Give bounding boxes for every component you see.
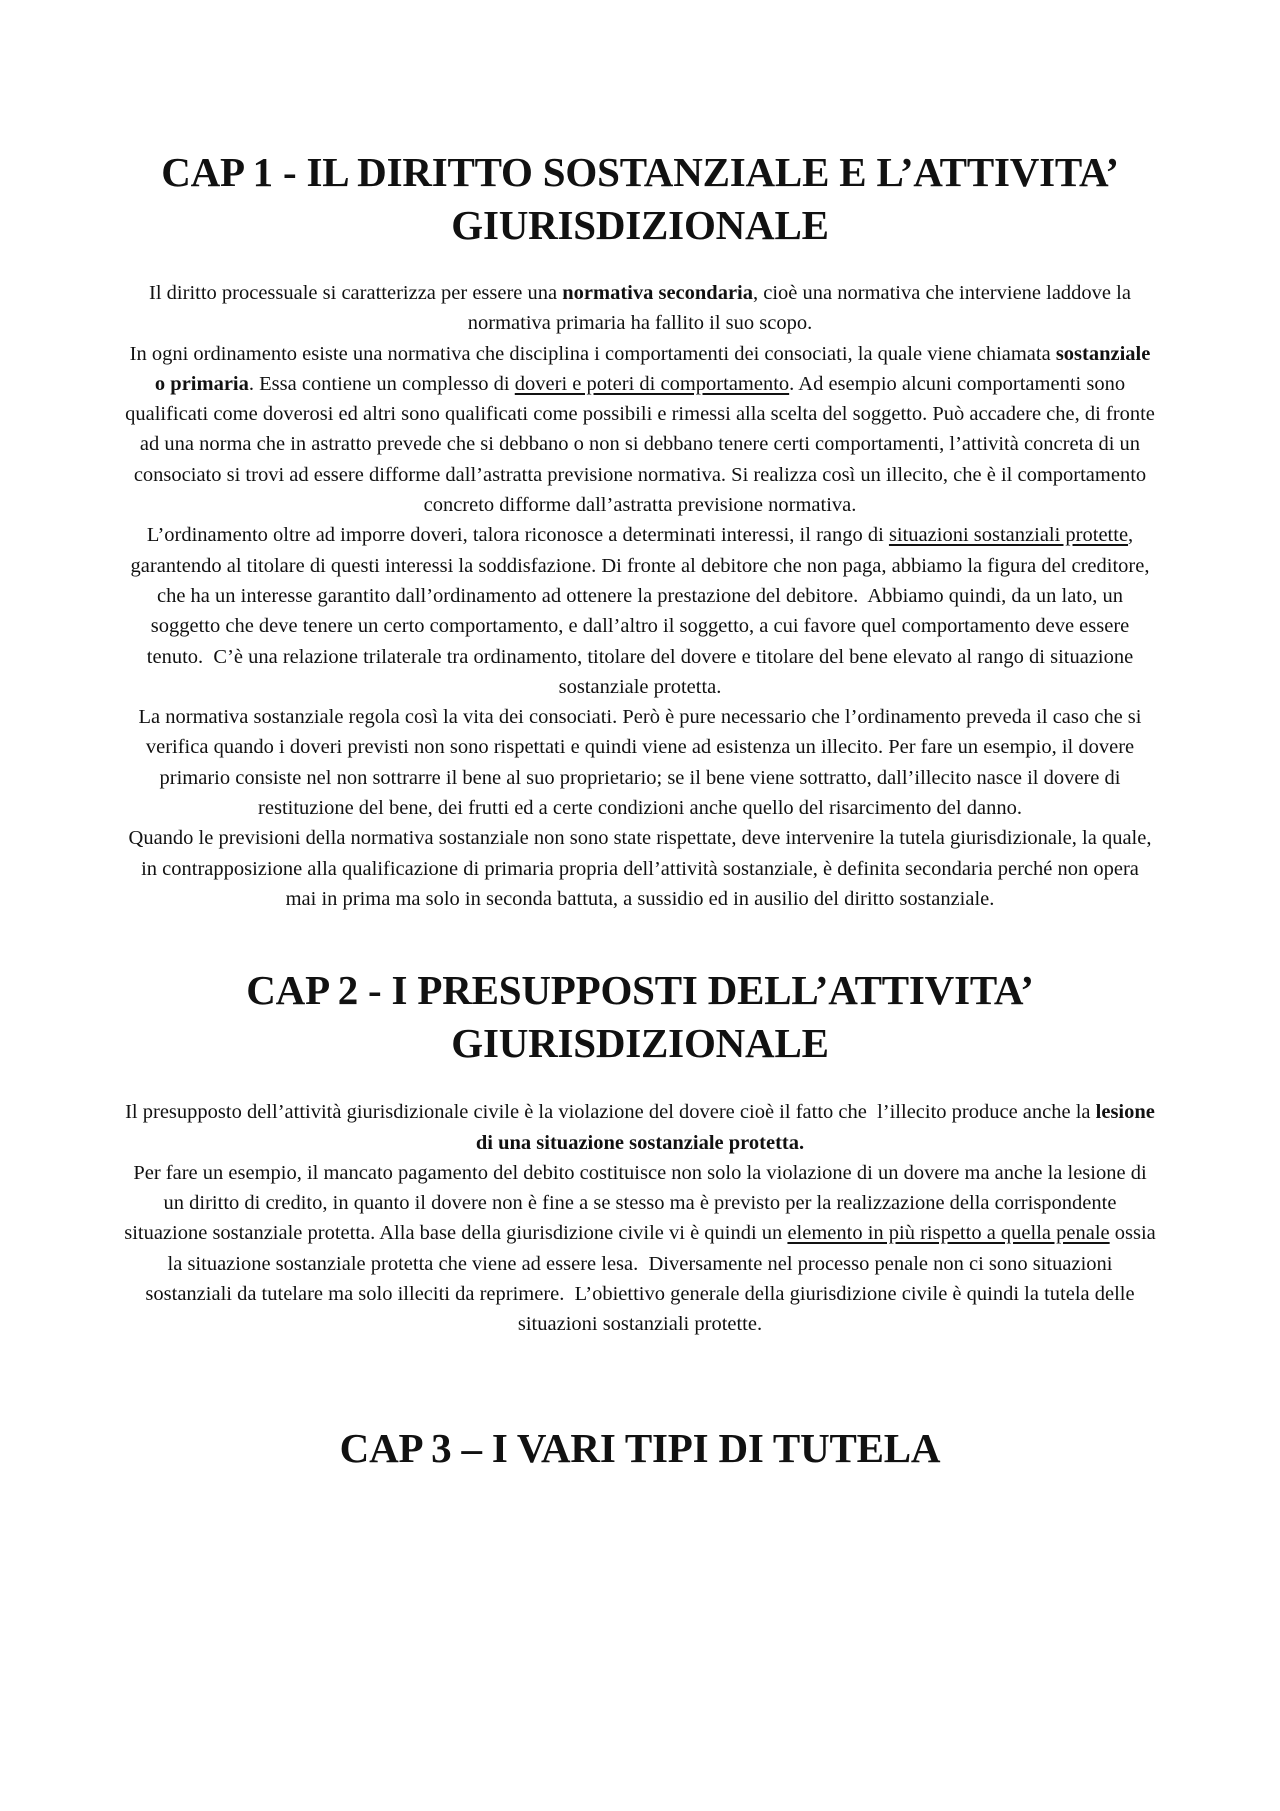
chapter-3-title xyxy=(124,1422,1156,1475)
chapter-1-title-line2: GIURISDIZIONALE xyxy=(451,202,829,248)
chapter-2-title xyxy=(124,964,1156,1070)
bold-text: sostanziale o primaria xyxy=(154,342,1151,395)
chapter-3 xyxy=(124,1422,1156,1475)
chapter-2-title-line1: CAP 2 - I PRESUPPOSTI DELL’ATTIVITA’ xyxy=(246,967,1034,1014)
chapter-1-title xyxy=(124,146,1156,252)
chapter-1-paragraph xyxy=(124,823,1156,914)
paragraph-text: . Ad esempio alcuni comportamenti sono qualificati come doverosi ed altri sono qualificati come possibili e rimessi alla scelta del soggetto. Può accadere che, di fronte ad una norma che in astratto prevede che si debbano o non si debbano tenere certi comportamenti, l’attività concreta di un consociato si trovi ad essere difforme dall’astratta previsione normativa. Si realizza così un illecito, che è il comportamento concreto difforme dall’astratta previsione normativa. xyxy=(125,372,1161,517)
paragraph-text: . Essa contiene un complesso di xyxy=(248,372,515,395)
chapter-2 xyxy=(124,964,1161,1339)
paragraph-text: Quando le previsioni della normativa sostanziale non sono state rispettate, deve intervenire la tutela giurisdizionale, la quale, in contrapposizione alla qualificazione di primaria propria dell’attività sostanziale, è definita secondaria perché non opera mai in prima ma solo in seconda battuta, a sussidio ed in ausilio del diritto sostanziale. xyxy=(128,827,1157,910)
paragraph-text: La normativa sostanziale regola così la vita dei consociati. Però è pure necessario che l’ordinamento preveda il caso che si verifica quando i doveri previsti non sono rispettati e quindi viene ad esistenza un illecito. Per fare un esempio, il dovere primario consiste nel non sottrarre il bene al suo proprietario; se il bene viene sottratto, dall’illecito nasce il dovere di restituzione del bene, dei frutti ed a certe condizioni anche quello del risarcimento del danno. xyxy=(138,706,1147,820)
bold-text: lesione di una situazione sostanziale protetta. xyxy=(475,1101,1155,1154)
paragraph-text: L’ordinamento oltre ad imporre doveri, talora riconosce a determinati interessi, il rango di xyxy=(146,524,889,547)
chapter-1-paragraph xyxy=(124,520,1156,702)
chapter-1-title-line1: CAP 1 - IL DIRITTO SOSTANZIALE E L’ATTIVITA’ xyxy=(161,149,1119,195)
paragraph-text: , cioè una normativa che interviene laddove la normativa primaria ha fallito il suo scopo. xyxy=(467,282,1137,335)
underlined-text: elemento in più rispetto a quella penale xyxy=(787,1222,1110,1245)
underlined-text: doveri e poteri di comportamento xyxy=(514,372,790,395)
chapter-1-paragraph xyxy=(124,702,1156,823)
bold-text: normativa secondaria xyxy=(562,282,753,304)
paragraph-text: Il presupposto dell’attività giurisdizionale civile è la violazione del dovere cioè il fatto che l’illecito produce anche la xyxy=(125,1101,1096,1124)
chapter-1-paragraph xyxy=(124,339,1161,521)
chapter-2-paragraph xyxy=(124,1097,1156,1158)
chapter-1-body xyxy=(124,278,1161,914)
underlined-text: situazioni sostanziali protette xyxy=(888,524,1129,547)
paragraph-text: ossia la situazione sostanziale protetta che viene ad essere lesa. Diversamente nel processo penale non ci sono situazioni sostanziali da tutelare ma solo illeciti da reprimere. L’obiettivo generale della giurisdizione civile è quindi la tutela delle situazioni sostanziali protette. xyxy=(145,1222,1161,1336)
chapter-1 xyxy=(124,146,1161,914)
chapter-1-paragraph xyxy=(124,278,1156,339)
paragraph-text: In ogni ordinamento esiste una normativa che disciplina i comportamenti dei consociati, la quale viene chiamata xyxy=(129,342,1056,365)
paragraph-text: Il diritto processuale si caratterizza per essere una xyxy=(149,282,563,304)
paragraph-text: , garantendo al titolare di questi interessi la soddisfazione. Di fronte al debitore che non paga, abbiamo la figura del creditore, che ha un interesse garantito dall’ordinamento ad ottenere la prestazione del debitore. Abbiamo quindi, da un lato, un soggetto che deve tenere un certo comportamento, e dall’altro il soggetto, a cui favore quel comportamento deve essere tenuto. C’è una relazione trilaterale tra ordinamento, titolare del dovere e titolare del bene elevato al rango di situazione sostanziale protetta. xyxy=(130,524,1155,698)
chapter-2-title-line2: GIURISDIZIONALE xyxy=(451,1020,829,1067)
chapter-2-paragraph xyxy=(124,1158,1161,1340)
chapter-3-title-line1: CAP 3 – I VARI TIPI DI TUTELA xyxy=(339,1424,941,1471)
paragraph-text: Per fare un esempio, il mancato pagamento del debito costituisce non solo la violazione di un dovere ma anche la lesione di un diritto di credito, in quanto il dovere non è fine a se stesso ma è previsto per la realizzazione della corrispondente situazione sostanziale protetta. Alla base della giurisdizione civile vi è quindi un xyxy=(124,1161,1152,1245)
chapter-2-body xyxy=(124,1097,1161,1339)
